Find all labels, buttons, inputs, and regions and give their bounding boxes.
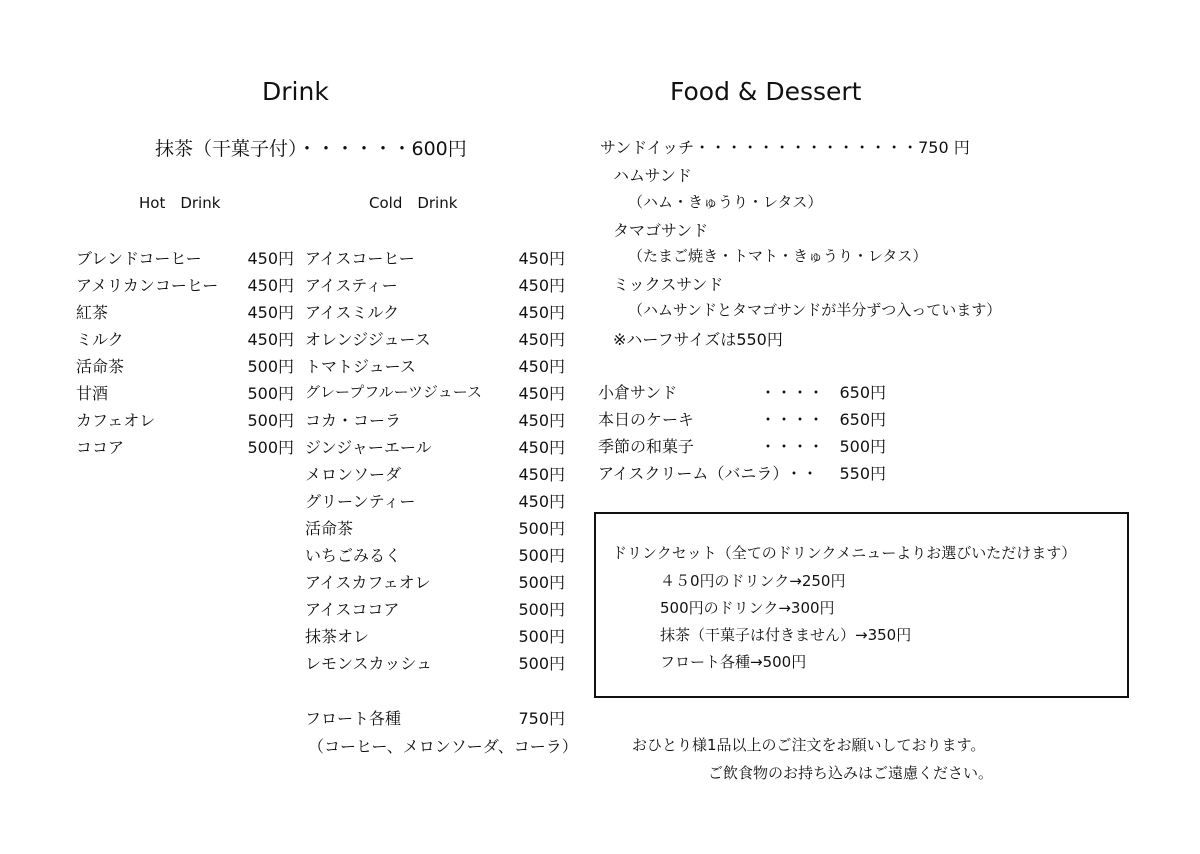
drink-set-line: 抹茶（干菓子は付きません）→350円 xyxy=(660,626,912,644)
dessert-name: 季節の和菓子 xyxy=(598,437,695,456)
dessert-price: 550円 xyxy=(839,464,886,483)
hot-item-price: 500円 xyxy=(247,411,294,430)
dessert-dots: ・・・・ xyxy=(760,437,825,456)
drink-set-line: ４５0円のドリンク→250円 xyxy=(660,572,846,590)
dessert-name: 本日のケーキ xyxy=(598,410,695,429)
matcha-line: 抹茶（干菓子付）・・・・・・600円 xyxy=(155,138,467,160)
mix-sandwich: ミックスサンド xyxy=(613,275,724,294)
cold-item-name: アイスコーヒー xyxy=(305,249,415,268)
drink-set-line: フロート各種→500円 xyxy=(660,653,807,671)
cold-item-price: 450円 xyxy=(518,330,565,349)
hot-item-price: 500円 xyxy=(247,384,294,403)
hot-item-name: ミルク xyxy=(76,330,124,349)
drink-title: Drink xyxy=(262,77,329,106)
cold-drink-heading: Cold Drink xyxy=(369,194,458,212)
cold-item-price: 500円 xyxy=(518,573,565,592)
hot-item-price: 500円 xyxy=(247,357,294,376)
cold-item-price: 450円 xyxy=(518,411,565,430)
dessert-dots: ・・・・ xyxy=(760,410,825,429)
order-notice: おひとり様1品以上のご注文をお願いしております。 xyxy=(632,736,986,754)
float-price: 750円 xyxy=(518,709,565,728)
cold-item-price: 500円 xyxy=(518,600,565,619)
cold-item-price: 450円 xyxy=(518,438,565,457)
hot-item-name: カフェオレ xyxy=(76,411,156,430)
tamago-sandwich: タマゴサンド xyxy=(613,221,709,240)
food-dessert-title: Food & Dessert xyxy=(670,77,862,106)
ham-sandwich-desc: （ハム・きゅうり・レタス） xyxy=(628,193,823,211)
cold-item-name: 抹茶オレ xyxy=(305,627,370,646)
cold-item-price: 450円 xyxy=(518,492,565,511)
cold-item-price: 500円 xyxy=(518,546,565,565)
cold-item-name: レモンスカッシュ xyxy=(305,654,433,673)
dessert-price: 650円 xyxy=(839,410,886,429)
dessert-price: 500円 xyxy=(839,437,886,456)
hot-item-name: ブレンドコーヒー xyxy=(76,249,202,268)
cold-item-price: 500円 xyxy=(518,654,565,673)
hot-item-name: アメリカンコーヒー xyxy=(76,276,219,295)
cold-item-name: グリーンティー xyxy=(305,492,416,511)
hot-item-price: 450円 xyxy=(247,249,294,268)
mix-sandwich-desc: （ハムサンドとタマゴサンドが半分ずつ入っています） xyxy=(628,301,1002,319)
cold-item-price: 450円 xyxy=(518,303,565,322)
float-name: フロート各種 xyxy=(305,709,402,728)
dessert-dots: ・・・・ xyxy=(760,383,825,402)
cold-item-name: グレープフルーツジュース xyxy=(305,383,483,401)
cold-item-price: 500円 xyxy=(518,519,565,538)
cold-item-name: アイスカフェオレ xyxy=(305,573,431,592)
hot-item-price: 450円 xyxy=(247,330,294,349)
drink-set-line: 500円のドリンク→300円 xyxy=(660,599,835,617)
sandwich-line: サンドイッチ・・・・・・・・・・・・・・750 円 xyxy=(600,138,970,157)
hot-item-price: 500円 xyxy=(247,438,294,457)
cold-item-price: 450円 xyxy=(518,357,565,376)
cold-item-price: 450円 xyxy=(518,384,565,403)
cold-item-price: 450円 xyxy=(518,249,565,268)
cold-item-name: トマトジュース xyxy=(305,357,416,376)
float-note: （コーヒー、メロンソーダ、コーラ） xyxy=(308,737,578,756)
cold-item-price: 500円 xyxy=(518,627,565,646)
cold-item-name: コカ・コーラ xyxy=(305,411,402,430)
cold-item-name: いちごみるく xyxy=(305,546,402,565)
cold-item-name: 活命茶 xyxy=(305,519,354,538)
cold-item-name: アイスココア xyxy=(305,600,400,619)
cold-item-name: オレンジジュース xyxy=(305,330,431,349)
half-size-note: ※ハーフサイズは550円 xyxy=(613,330,783,349)
hot-item-price: 450円 xyxy=(247,276,294,295)
dessert-price: 650円 xyxy=(839,383,886,402)
cold-item-price: 450円 xyxy=(518,465,565,484)
dessert-name: 小倉サンド xyxy=(598,383,678,402)
drink-set-heading: ドリンクセット（全てのドリンクメニューよりお選びいただけます） xyxy=(612,544,1077,562)
no-outside-food-notice: ご飲食物のお持ち込みはご遠慮ください。 xyxy=(708,764,994,782)
cold-item-name: アイスティー xyxy=(305,276,398,295)
hot-item-name: 活命茶 xyxy=(76,357,125,376)
hot-item-name: 紅茶 xyxy=(76,303,109,322)
cold-item-name: ジンジャーエール xyxy=(305,438,432,457)
hot-drink-heading: Hot Drink xyxy=(139,194,221,212)
dessert-dots: ・・ xyxy=(786,464,819,483)
cold-item-name: アイスミルク xyxy=(305,303,400,322)
cold-item-name: メロンソーダ xyxy=(305,465,402,484)
hot-item-price: 450円 xyxy=(247,303,294,322)
tamago-sandwich-desc: （たまご焼き・トマト・きゅうり・レタス） xyxy=(628,247,928,265)
hot-item-name: ココア xyxy=(76,438,125,457)
ham-sandwich: ハムサンド xyxy=(613,166,692,185)
dessert-name: アイスクリーム（バニラ） xyxy=(598,464,789,483)
hot-item-name: 甘酒 xyxy=(76,384,109,403)
cold-item-price: 450円 xyxy=(518,276,565,295)
